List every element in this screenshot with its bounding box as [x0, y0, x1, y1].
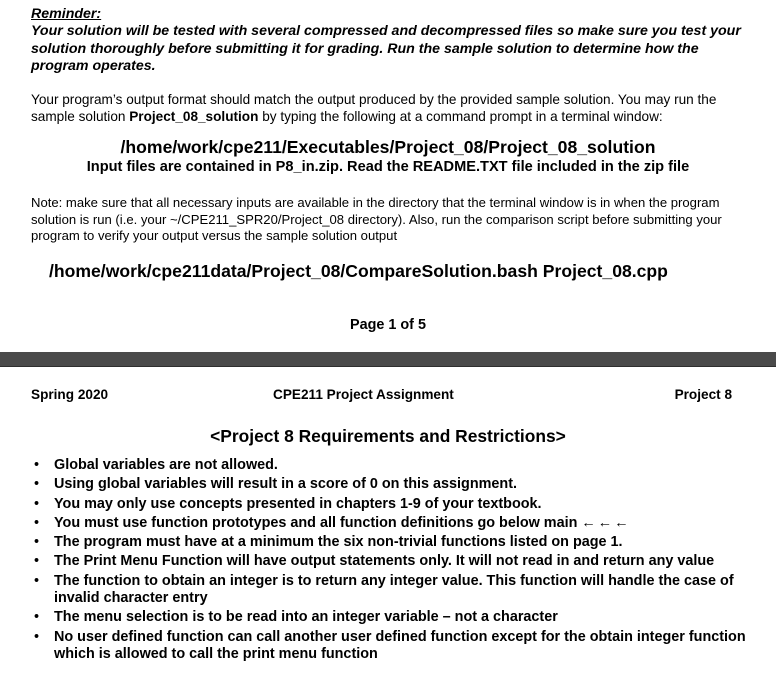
- reminder-text: Your solution will be tested with several compressed and decompressed files so make sure you test your solution thoroughly before submitting it for grading. Run the sample solution to determine how the program operates.: [31, 23, 741, 75]
- bullet-icon: •: [34, 514, 40, 531]
- solution-name: Project_08_solution: [129, 109, 259, 125]
- reminder-heading: Reminder:: [31, 6, 102, 22]
- compare-script-command: /home/work/cpe211data/Project_08/CompareSolution.bash Project_08.cpp: [49, 261, 668, 281]
- note-paragraph: Note: make sure that all necessary inputs are available in the directory that the terminal window is in when the program solution is run (i.e. your ~/CPE211_SPR20/Project_08 directory). Also, run the comparison script before submitting your program to verify your output versus the sample solution output: [31, 195, 722, 244]
- bullet-icon: •: [34, 457, 40, 473]
- bullet-icon: •: [34, 476, 40, 493]
- list-item: • The function to obtain an integer is to return any integer value. This function will handle the case of invalid character entry: [34, 572, 734, 607]
- list-item: • The menu selection is to be read into an integer variable – not a character: [34, 609, 558, 626]
- list-item: • Global variables are not allowed.: [34, 457, 278, 473]
- solution-executable-path: /home/work/cpe211/Executables/Project_08/Project_08_solution: [120, 137, 656, 157]
- header-course: CPE211 Project Assignment: [273, 387, 454, 402]
- bullet-icon: •: [34, 609, 40, 626]
- requirements-list: [31, 457, 746, 665]
- bullet-icon: •: [34, 553, 40, 570]
- list-item: • The Print Menu Function will have output statements only. It will not read in and return any value: [34, 553, 715, 570]
- input-files-note: Input files are contained in P8_in.zip. Read the README.TXT file included in the zip file: [86, 159, 690, 175]
- output-format-paragraph: [31, 91, 751, 125]
- header-project: Project 8: [674, 387, 732, 402]
- page-separator: [0, 352, 776, 367]
- page-number: Page 1 of 5: [350, 317, 426, 333]
- list-item: • No user defined function can call another user defined function except for the obtain integer function which is allowed to call the print menu function: [34, 628, 746, 662]
- list-item: • Using global variables will result in a score of 0 on this assignment.: [34, 476, 518, 493]
- output-format-tail: by typing the following at a command prompt in a terminal window:: [258, 109, 663, 125]
- bullet-icon: •: [34, 628, 40, 645]
- list-item: • The program must have at a minimum the six non-trivial functions listed on page 1.: [34, 534, 623, 551]
- requirements-heading: <Project 8 Requirements and Restrictions>: [210, 426, 566, 446]
- bullet-icon: •: [34, 534, 40, 551]
- left-arrows-icon: ←←←: [581, 514, 631, 531]
- bullet-icon: •: [34, 495, 40, 512]
- output-format-text: Your program’s output format should match the output produced by the provided sample solution. You may run the sample solution: [31, 92, 717, 125]
- list-item: • You may only use concepts presented in chapters 1-9 of your textbook.: [34, 495, 542, 512]
- header-term: Spring 2020: [31, 387, 109, 402]
- bullet-icon: •: [34, 572, 40, 589]
- list-item: • You must use function prototypes and all function definitions go below main ←←←: [34, 514, 631, 531]
- page-2-top-section: [0, 367, 776, 692]
